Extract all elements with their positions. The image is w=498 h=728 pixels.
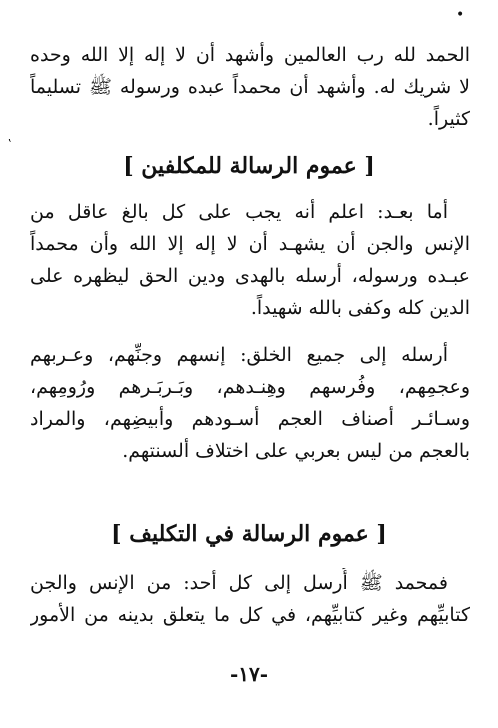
section-1-p2-line-3: وسـائـر أصناف العجم أسـودهم وأبيضِهم، والمراد	[30, 408, 470, 430]
section-1-p2-line-2: وعجمِهم، وفُرسهم وهِنـدهم، وبَـربَـرهم ورُومِهم،	[30, 376, 470, 398]
section-2-p1-line-2: كتابيِّهم وغير كتابيِّهم، في كل ما يتعلق بدينه من الأمور	[30, 604, 470, 626]
margin-mark: ‛	[8, 137, 12, 151]
section-2-p1-line-1: فمحمد ﷺ أُرسل إلى كل أحد: من الإنس والجن	[30, 572, 448, 594]
intro-line-1: الحمد لله رب العالمين وأشهد أن لا إله إلا الله وحده	[30, 44, 470, 66]
corner-dot: •	[456, 7, 465, 23]
section-2-title: [ عموم الرسالة في التكليف ]	[111, 521, 387, 547]
section-1-p2-line-1: أرسله إلى جميع الخلق: إنسهم وجنِّهم، وعـربهم	[30, 344, 448, 366]
section-1-p1-line-3: عبـده ورسوله، أرسله بالهدى ودين الحق ليظهره على	[30, 265, 470, 287]
page-number: -١٧-	[229, 662, 269, 686]
intro-line-2: لا شريك له. وأشهد أن محمداً عبده ورسوله ﷺ تسليماً	[30, 76, 470, 98]
section-1-p1-line-2: الإنس والجن أن يشهـد أن لا إله إلا الله وأن محمداً	[30, 233, 470, 255]
section-1-title: [ عموم الرسالة للمكلفين ]	[123, 153, 375, 179]
intro-line-3: كثيراً.	[427, 108, 470, 130]
section-1-p1-line-1: أما بعـد: اعلم أنه يجب على كل بالغ عاقل من	[30, 201, 448, 223]
section-1-p1-line-4: الدين كله وكفى بالله شهيداً.	[250, 297, 470, 319]
section-1-p2-line-4: بالعجم من ليس بعربي على اختلاف ألسنتهم.	[122, 440, 470, 462]
